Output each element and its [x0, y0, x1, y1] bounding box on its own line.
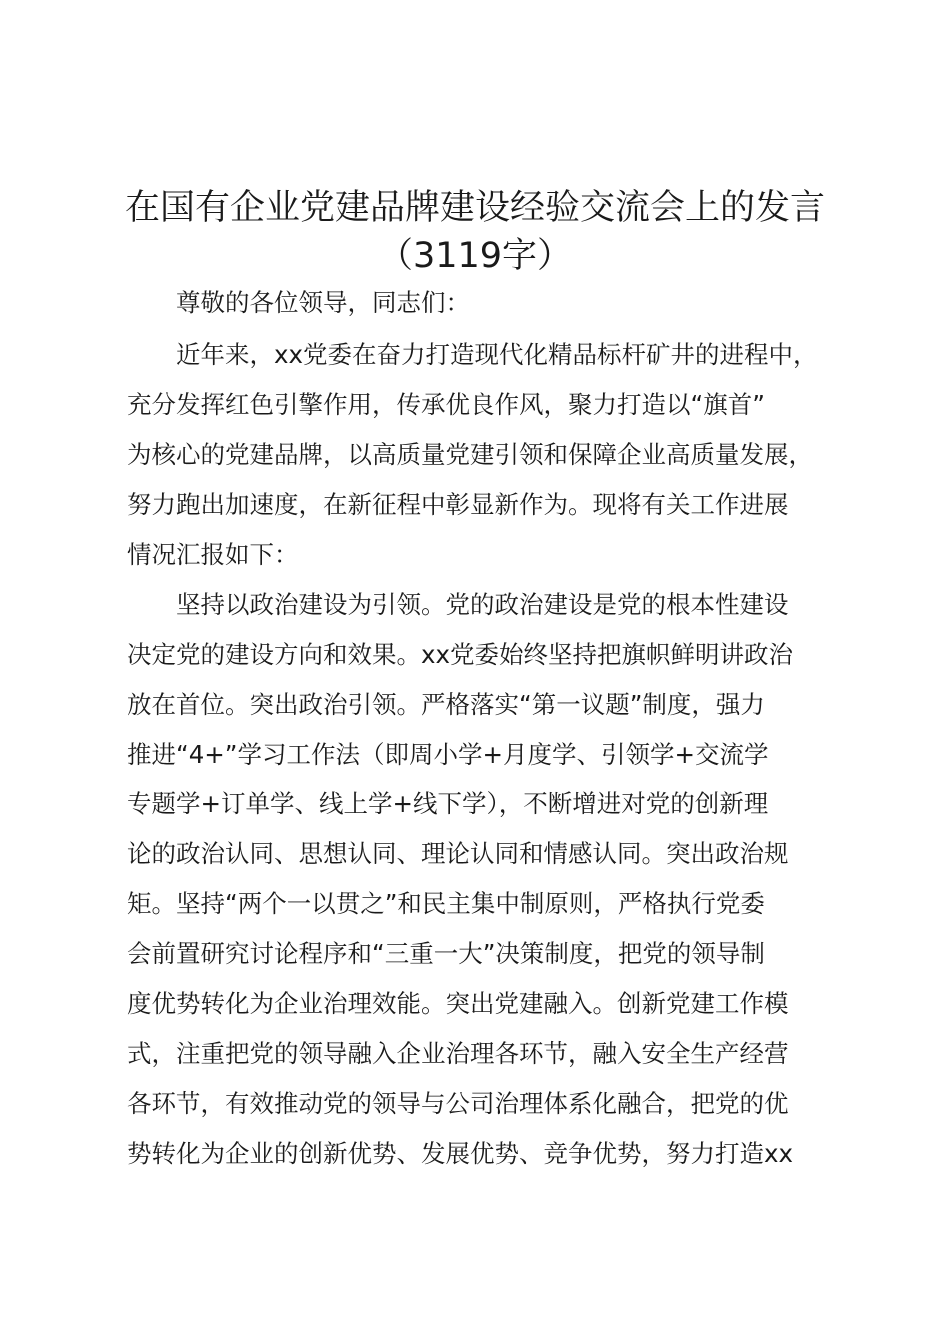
text-line: 度优势转化为企业治理效能。突出党建融入。创新党建工作模 [127, 989, 789, 1018]
text-line: 式，注重把党的领导融入企业治理各环节，融入安全生产经营 [127, 1039, 789, 1068]
text-line: 情况汇报如下： [127, 540, 299, 569]
text-line: 推进“4+”学习工作法（即周小学+月度学、引领学+交流学 [127, 740, 769, 769]
text-line: 放在首位。突出政治引领。严格落实“第一议题”制度，强力 [127, 690, 765, 719]
text-line: 近年来，xx党委在奋力打造现代化精品标杆矿井的进程中， [127, 340, 818, 369]
text-line: 尊敬的各位领导，同志们： [127, 288, 470, 317]
text-line: 各环节，有效推动党的领导与公司治理体系化融合，把党的优 [127, 1089, 789, 1118]
document-title-word-count: （3119字） [377, 236, 573, 276]
text-line: 努力跑出加速度，在新征程中彰显新作为。现将有关工作进展 [127, 490, 789, 519]
text-line: 会前置研究讨论程序和“三重一大”决策制度，把党的领导制 [127, 939, 765, 968]
text-line: 充分发挥红色引擎作用，传承优良作风，聚力打造以“旗首” [127, 390, 765, 419]
text-line: 坚持以政治建设为引领。党的政治建设是党的根本性建设 [127, 590, 789, 619]
document-title: 在国有企业党建品牌建设经验交流会上的发言 [124, 188, 825, 228]
text-line: 为核心的党建品牌，以高质量党建引领和保障企业高质量发展， [127, 440, 813, 469]
text-line: 专题学+订单学、线上学+线下学），不断增进对党的创新理 [127, 789, 769, 818]
text-line: 矩。坚持“两个一以贯之”和民主集中制原则，严格执行党委 [127, 889, 765, 918]
text-line: 论的政治认同、思想认同、理论认同和情感认同。突出政治规 [127, 839, 789, 868]
text-line: 决定党的建设方向和效果。xx党委始终坚持把旗帜鲜明讲政治 [127, 640, 793, 669]
text-line: 势转化为企业的创新优势、发展优势、竞争优势，努力打造xx [127, 1139, 793, 1168]
